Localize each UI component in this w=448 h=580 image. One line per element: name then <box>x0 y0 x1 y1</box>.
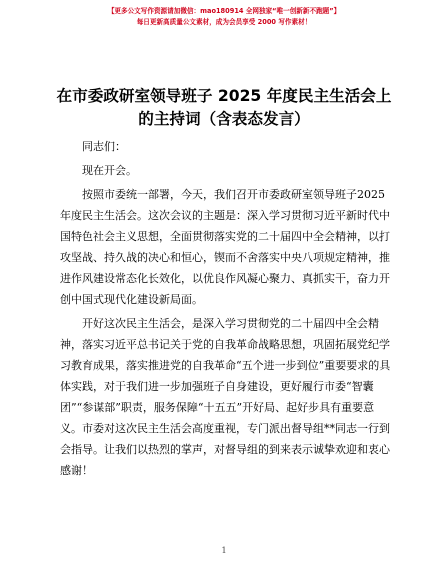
document-title <box>0 85 448 131</box>
opening-line: 现在开会。 <box>82 164 137 177</box>
document-body <box>60 136 394 481</box>
greeting: 同志们： <box>82 140 126 153</box>
promo-banner <box>0 6 448 28</box>
title-line-1: 在市委政研室领导班子 2025 年度民主生活会上 <box>56 87 392 105</box>
paragraph: 开好这次民主生活会，是深入学习贯彻党的二十届四中全会精神，落实习近平总书记关于党的自我革命战略思想，巩固拓展党纪学习教育成果，落实推进党的自我革命“五个进一步到位”重要要求的具体实践，对于我们进一步加强班子自身建设，更好履行市委“智囊团”“参谋部”职责，服务保障“十五五”开好局、起好步具有重要意义。市委对这次民主生活会高度重视，专门派出督导组**同志一行到会指导。让我们以热烈的掌声，对督导组的到来表示诚挚欢迎和衷心感谢！ <box>60 317 391 477</box>
promo-line-2: 每日更新高质量公文素材，成为会员享受 2000 写作素材！ <box>136 18 312 26</box>
title-line-2: 的主持词（含表态发言） <box>138 110 310 128</box>
promo-line-1: 【更多公文写作资源请加微信：mao180914 全网独家“唯一创新新不跑题”】 <box>107 7 341 15</box>
paragraph: 按照市委统一部署，今天，我们召开市委政研室领导班子2025年度民主生活会。这次会议的主题是：深入学习贯彻习近平新时代中国特色社会主义思想，全面贯彻落实党的二十届四中全会精神，以打攻坚战、持久战的决心和恒心，锲而不舍落实中央八项规定精神，推进作风建设常态化长效化，以优良作风凝心聚力、真抓实干，奋力开创中国式现代化建设新局面。 <box>60 188 390 306</box>
page-number: 1 <box>221 546 227 555</box>
